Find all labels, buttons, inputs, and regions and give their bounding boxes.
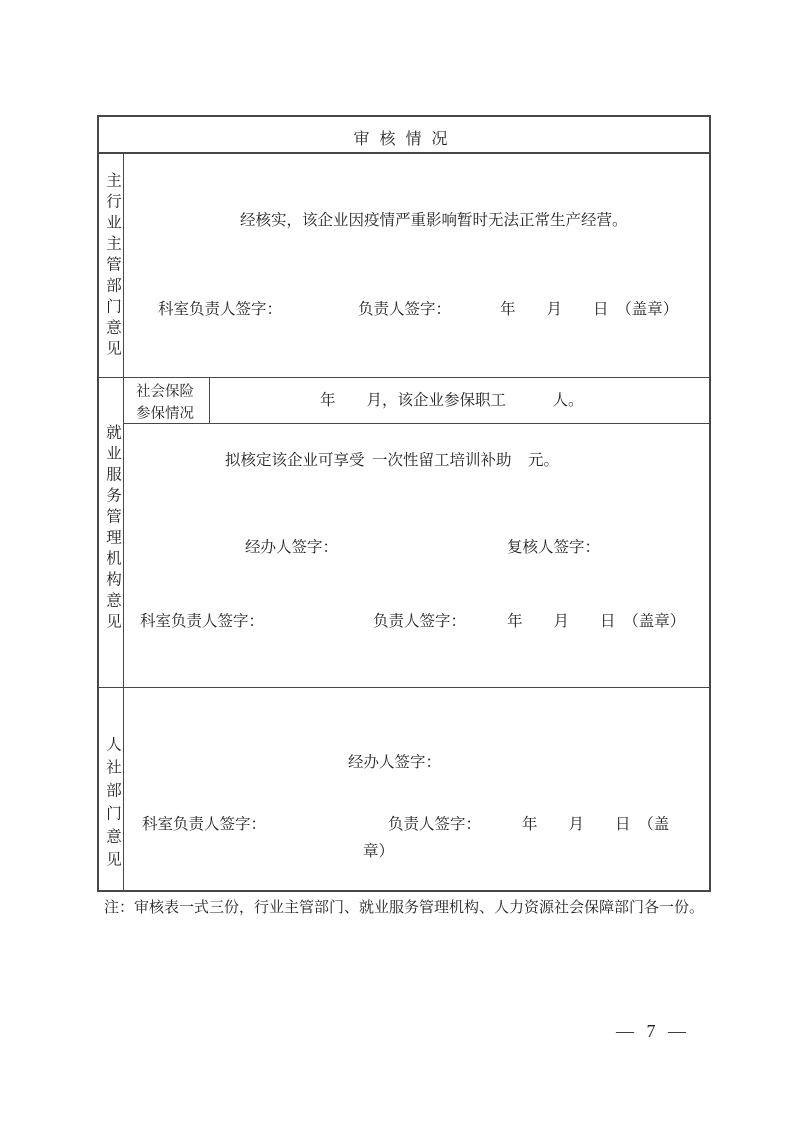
- section2-sign-section-chief: 科室负责人签字：: [140, 613, 265, 630]
- section1-sign-leader: 负责人签字：: [358, 301, 452, 318]
- section3-date-seal-line2: 章）: [363, 843, 395, 860]
- row-divider-1: [99, 377, 709, 379]
- section1-sign-section-chief: 科室负责人签字：: [158, 301, 283, 318]
- section2-label: 就业服务管理机构意见: [104, 424, 121, 634]
- insurance-subrow-rule: [209, 377, 211, 423]
- section1-date-seal: 年 月 日 （盖章）: [500, 301, 679, 318]
- section1-statement: 经核实，该企业因疫情严重影响暂时无法正常生产经营。: [240, 212, 628, 229]
- social-insurance-label-line2: 参保情况: [136, 406, 194, 422]
- section2-sign-leader: 负责人签字：: [373, 613, 467, 630]
- social-insurance-label-line1: 社会保险: [136, 384, 194, 400]
- page-number: — 7 —: [616, 1021, 690, 1041]
- section3-date-seal-line1: 年 月 日 （盖: [522, 816, 670, 833]
- section3-sign-handler: 经办人签字：: [348, 754, 442, 771]
- insurance-subrow-divider: [123, 423, 710, 425]
- subsidy-name: 一次性留工培训补助: [372, 452, 512, 469]
- subsidy-prefix: 拟核定该企业可享受: [225, 452, 365, 469]
- footer-note: 注：审核表一式三份，行业主管部门、就业服务管理机构、人力资源社会保障部门各一份。: [104, 900, 705, 916]
- section2-sign-handler: 经办人签字：: [245, 539, 339, 556]
- section3-sign-section-chief: 科室负责人签字：: [142, 816, 267, 833]
- table-title: 审 核 情 况: [353, 131, 451, 148]
- section1-label: 主行业主管部门意见: [104, 172, 121, 361]
- subsidy-unit: 元。: [528, 452, 560, 469]
- header-divider: [99, 152, 709, 154]
- audit-table: [97, 115, 711, 892]
- section2-date-seal: 年 月 日 （盖章）: [507, 613, 686, 630]
- row-divider-2: [99, 687, 709, 689]
- section2-sign-reviewer: 复核人签字：: [507, 539, 601, 556]
- section3-sign-leader: 负责人签字：: [388, 816, 482, 833]
- section3-label: 人社部门意见: [104, 736, 121, 874]
- insurance-statement: 年 月，该企业参保职工 人。: [320, 392, 584, 409]
